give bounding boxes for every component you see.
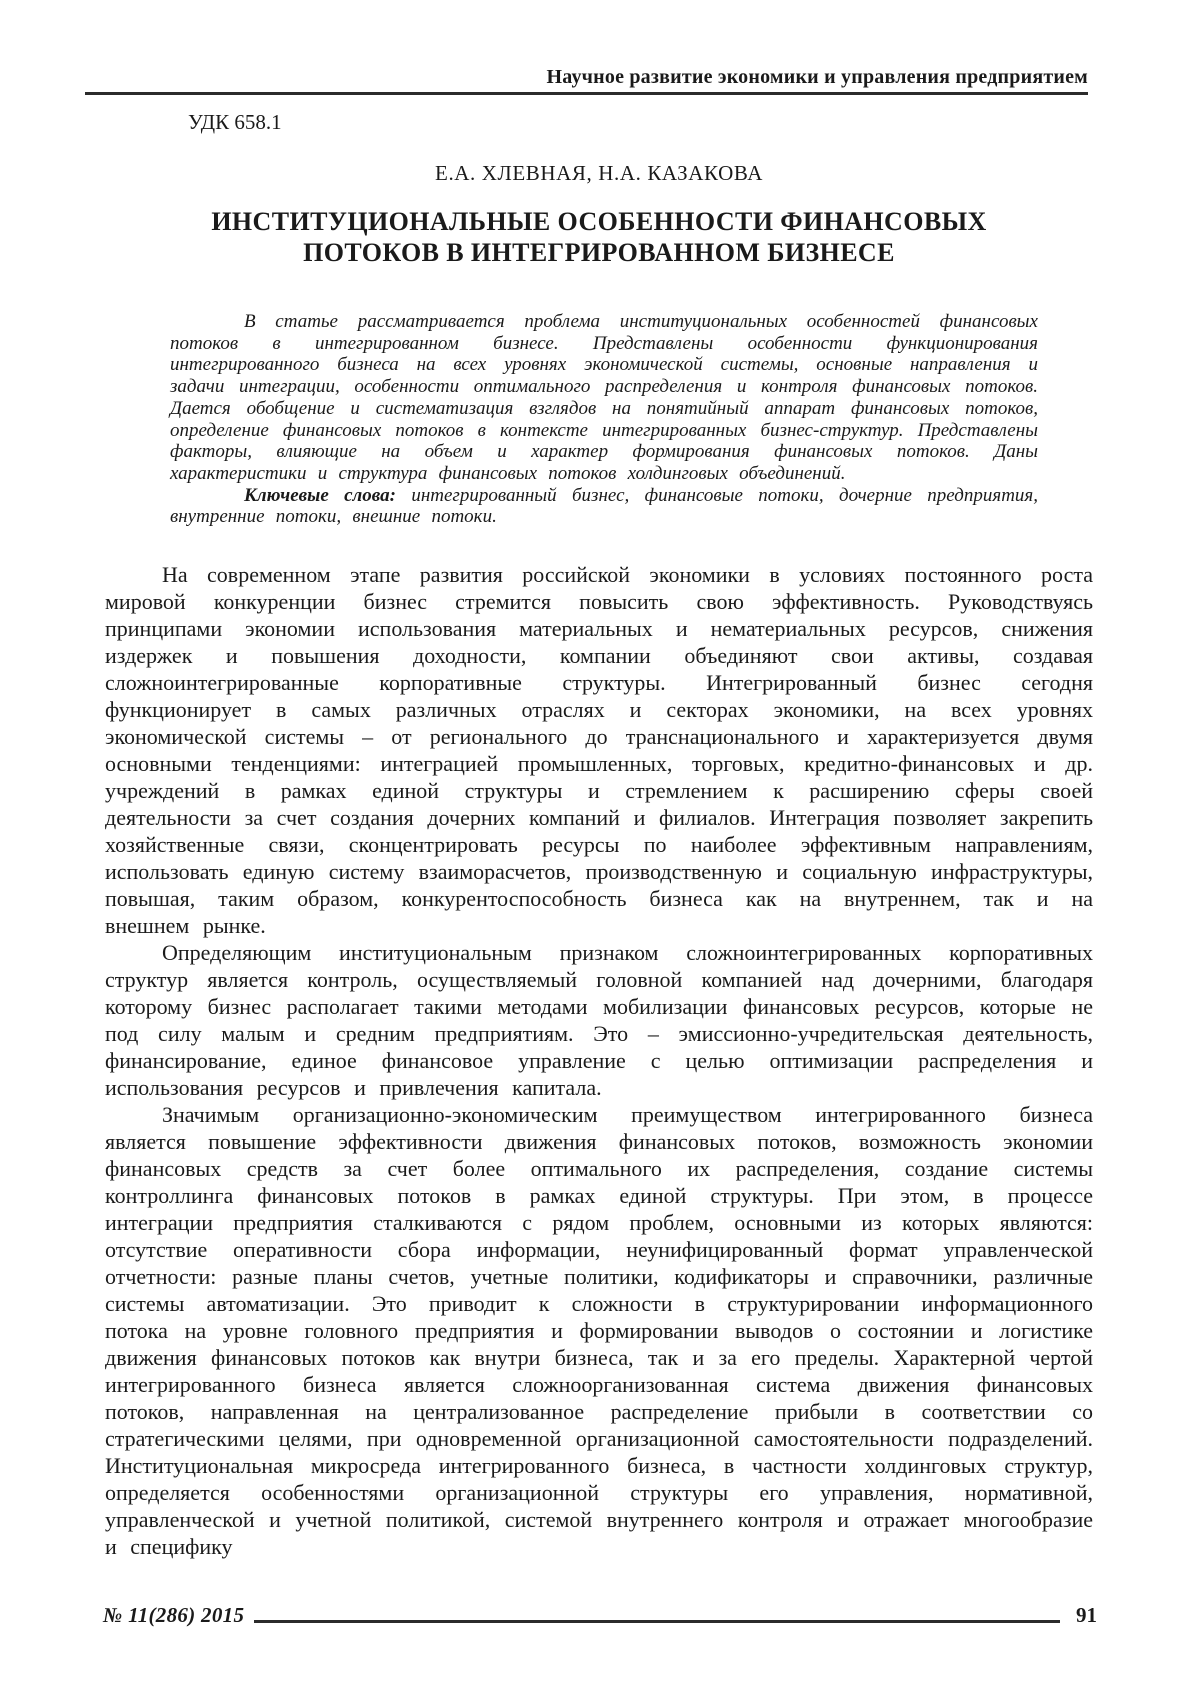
body-paragraph: На современном этапе развития российской экономики в условиях постоянного роста мировой конкуренции бизнес стремится повысить свою эффективность. Руководствуясь принципами экономии использования материальных и нематериальных ресурсов, снижения издержек и повышения доходности, компании объединяют свои активы, создавая сложноинтегрированные корпоративные структуры. Интегрированный бизнес сегодня функционирует в самых различных отраслях и секторах экономики, на всех уровнях экономической системы – от регионального до транснационального и характеризуется двумя основными тенденциями: интеграцией промышленных, торговых, кредитно-финансовых и др. учреждений в рамках единой структуры и стремлением к расширению сферы своей деятельности за счет создания дочерних компаний и филиалов. Интеграция позволяет закрепить хозяйственные связи, сконцентрировать ресурсы по наиболее эффективным направлениям, использовать единую систему взаиморасчетов, производственную и социальную инфраструктуры, повышая, таким образом, конкурентоспособность бизнеса как на внутреннем, так и на внешнем рынке. <box>105 562 1093 938</box>
article-body <box>105 561 1093 1560</box>
footer-rule <box>254 1620 1060 1623</box>
footer-issue-label: № 11(286) 2015 <box>103 1603 245 1627</box>
abstract-text: В статье рассматривается проблема институциональных особенностей финансовых потоков в интегрированном бизнесе. Представлены особенности функционирования интегрированного бизнеса на всех уровнях экономической системы, основные направления и задачи интеграции, особенности оптимального распределения и контроля финансовых потоков. Дается обобщение и систематизация взглядов на понятийный аппарат финансовых потоков, определение финансовых потоков в контексте интегрированных бизнес-структур. Представлены факторы, влияющие на объем и характер формирования финансовых потоков. Даны характеристики и структура финансовых потоков холдинговых объединений. <box>170 311 1038 484</box>
keywords-line <box>170 485 1038 528</box>
body-paragraph: Определяющим институциональным признаком сложноинтегрированных корпоративных структур является контроль, осуществляемый головной компанией над дочерними, благодаря которому бизнес располагает такими методами мобилизации финансовых ресурсов, которые не под силу малым и средним предприятиям. Это – эмиссионно-учредительская деятельность, финансирование, единое финансовое управление с целью оптимизации распределения и использования ресурсов и привлечения капитала. <box>105 940 1093 1100</box>
article-title-line-1: ИНСТИТУЦИОНАЛЬНЫЕ ОСОБЕННОСТИ ФИНАНСОВЫХ <box>211 207 987 236</box>
running-header: Научное развитие экономики и управления предприятием <box>85 66 1088 95</box>
page-number: 91 <box>1076 1603 1097 1627</box>
body-paragraph: Значимым организационно-экономическим преимуществом интегрированного бизнеса является повышение эффективности движения финансовых потоков, возможность экономии финансовых средств за счет более оптимального их распределения, создание системы контроллинга финансовых потоков в рамках единой структуры. При этом, в процессе интеграции предприятия сталкиваются с рядом проблем, основными из которых являются: отсутствие оперативности сбора информации, неунифицированный формат управленческой отчетности: разные планы счетов, учетные политики, кодификаторы и справочники, различные системы автоматизации. Это приводит к сложности в структурировании информационного потока на уровне головного предприятия и формировании выводов о состоянии и логистике движения финансовых потоков как внутри бизнеса, так и за его пределы. Характерной чертой интегрированного бизнеса является сложноорганизованная система движения финансовых потоков, направленная на централизованное распределение прибыли в соответствии со стратегическими целями, при одновременной организационной самостоятельности подразделений. Институциональная микросреда интегрированного бизнеса, в частности холдинговых структур, определяется особенностями организационной структуры его управления, нормативной, управленческой и учетной политикой, системой внутреннего контроля и отражает многообразие и специфику <box>105 1102 1093 1559</box>
abstract-block <box>170 311 1038 528</box>
article-title <box>105 206 1093 268</box>
article-title-line-2: ПОТОКОВ В ИНТЕГРИРОВАННОМ БИЗНЕСЕ <box>303 238 895 267</box>
keywords-text: интегрированный бизнес, финансовые потоки, дочерние предприятия, внутренние потоки, внешние потоки. <box>170 484 1039 528</box>
keywords-label: Ключевые слова: <box>244 484 396 506</box>
authors-line: Е.А. ХЛЕВНАЯ, Н.А. КАЗАКОВА <box>435 161 763 185</box>
udk-code: УДК 658.1 <box>188 110 282 134</box>
page-footer <box>103 1603 1097 1628</box>
